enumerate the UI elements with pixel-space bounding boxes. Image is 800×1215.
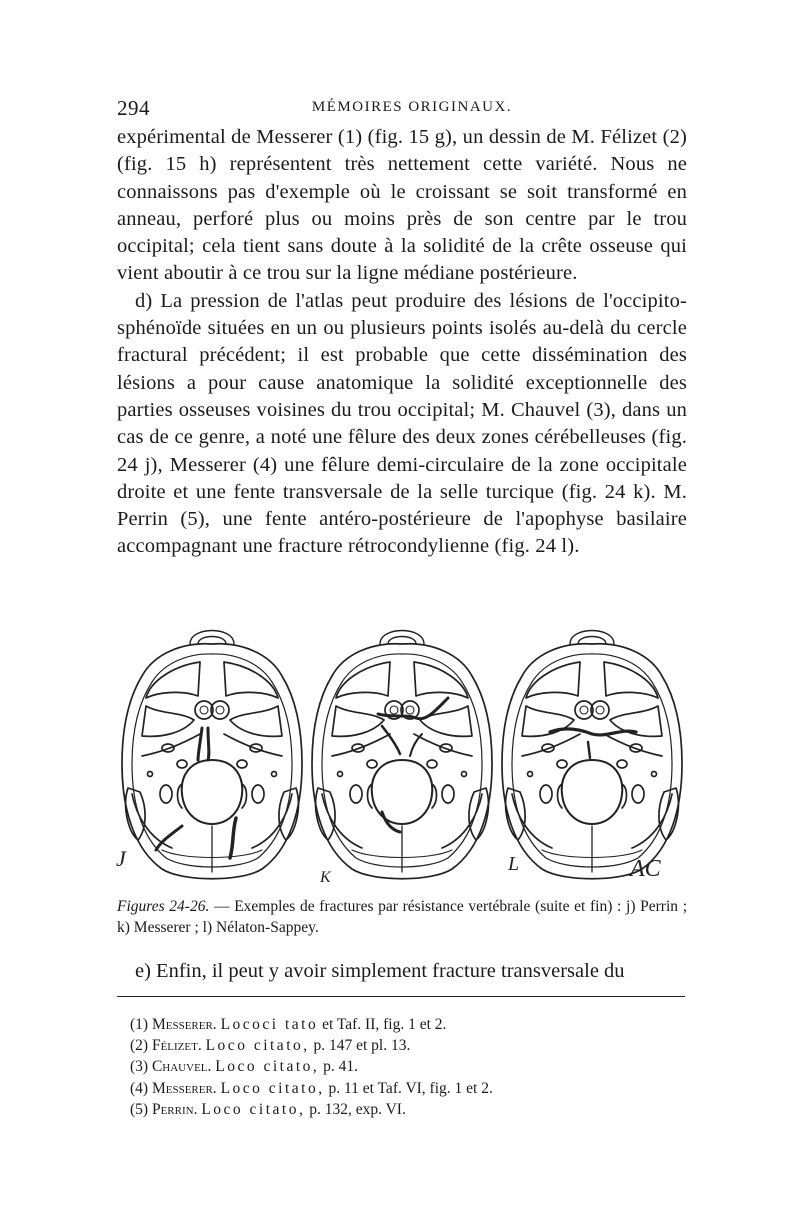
footnote-author: Chauvel. [151, 1058, 212, 1076]
footnote-3 [130, 1056, 680, 1077]
footnote-ref: et Taf. II, fig. 1 et 2. [318, 1016, 447, 1033]
footnote-5 [130, 1099, 680, 1120]
footnote-ref: p. 132, exp. VI. [305, 1100, 406, 1118]
footnote-loco: Loco citato, [205, 1037, 310, 1055]
footnote-author: Félizet. [151, 1037, 202, 1055]
body-text [117, 124, 687, 561]
figure-caption [117, 896, 687, 938]
skull-j [122, 631, 302, 879]
figure-label-j: J [116, 846, 126, 871]
footnote-4 [130, 1078, 680, 1099]
footnote-ref: p. 11 et Taf. VI, fig. 1 et 2. [324, 1079, 493, 1097]
footnote-number: (3) [130, 1058, 149, 1076]
footnote-number: (1) [130, 1016, 149, 1033]
footnote-number: (2) [130, 1037, 149, 1055]
footnote-1 [130, 1014, 680, 1035]
footnote-author: Messerer. [151, 1079, 217, 1097]
footnote-author: Messerer. [151, 1016, 217, 1033]
footnote-loco: Loco citato, [220, 1079, 325, 1097]
footnote-loco: Lococi tato [220, 1016, 319, 1033]
footnotes [130, 1014, 680, 1120]
caption-text: — Exemples de fractures par résistance vertébrale (suite et fin) : j) Perrin ; k) Messerer ; l) Nélaton-Sappey. [117, 898, 688, 936]
skull-l [502, 631, 682, 879]
continuation-line: e) Enfin, il peut y avoir simplement fracture transversale du [135, 960, 625, 982]
skull-base-figures [112, 624, 692, 890]
footnote-loco: Loco citato, [215, 1058, 320, 1076]
running-head [117, 96, 687, 124]
running-title: MÉMOIRES ORIGINAUX. [311, 99, 513, 115]
footnote-number: (5) [130, 1100, 149, 1118]
caption-label: Figures 24-26. [117, 898, 210, 915]
paragraph-2: d) La pression de l'atlas peut produire des lésions de l'occipito-sphénoïde situées en un ou plusieurs points isolés au-delà du cercle fractural précédent; il est probable que cette dissémination des lésions a pour cause anatomique la solidité exceptionnelle des parties osseuses voisines du trou occipital; M. Chauvel (3), dans un cas de ce genre, a noté une fêlure des deux zones cérébelleuses (fig. 24 j), Messerer (4) une fêlure demi-circulaire de la zone occipitale droite et une fente transversale de la selle turcique (fig. 24 k). M. Perrin (5), une fente antéro-postérieure de l'apophyse basilaire accompagnant une fracture rétrocondylienne (fig. 24 l). [117, 289, 687, 558]
page-number: 294 [117, 96, 150, 120]
paragraph-1: expérimental de Messerer (1) (fig. 15 g), un dessin de M. Félizet (2) (fig. 15 h) représentent très nettement cette variété. Nous ne connaissons pas d'exemple où le croissant se soit transformé en anneau, perforé plus ou moins près de son centre par le trou occipital; cela tient sans doute à la solidité de la crête osseuse qui vient aboutir à ce trou sur la ligne médiane postérieure. [117, 126, 687, 285]
footnote-author: Perrin. [151, 1100, 198, 1118]
footnote-ref: p. 147 et pl. 13. [309, 1037, 411, 1055]
footnote-loco: Loco citato, [201, 1100, 306, 1118]
footnote-number: (4) [130, 1079, 149, 1097]
figure-label-k: K [320, 869, 331, 886]
footnote-ref: p. 41. [319, 1058, 359, 1076]
footnote-rule [117, 996, 685, 997]
skull-k [312, 631, 492, 879]
artist-signature: AC [630, 856, 661, 882]
footnote-2 [130, 1035, 680, 1056]
figure-label-l: L [508, 853, 520, 875]
